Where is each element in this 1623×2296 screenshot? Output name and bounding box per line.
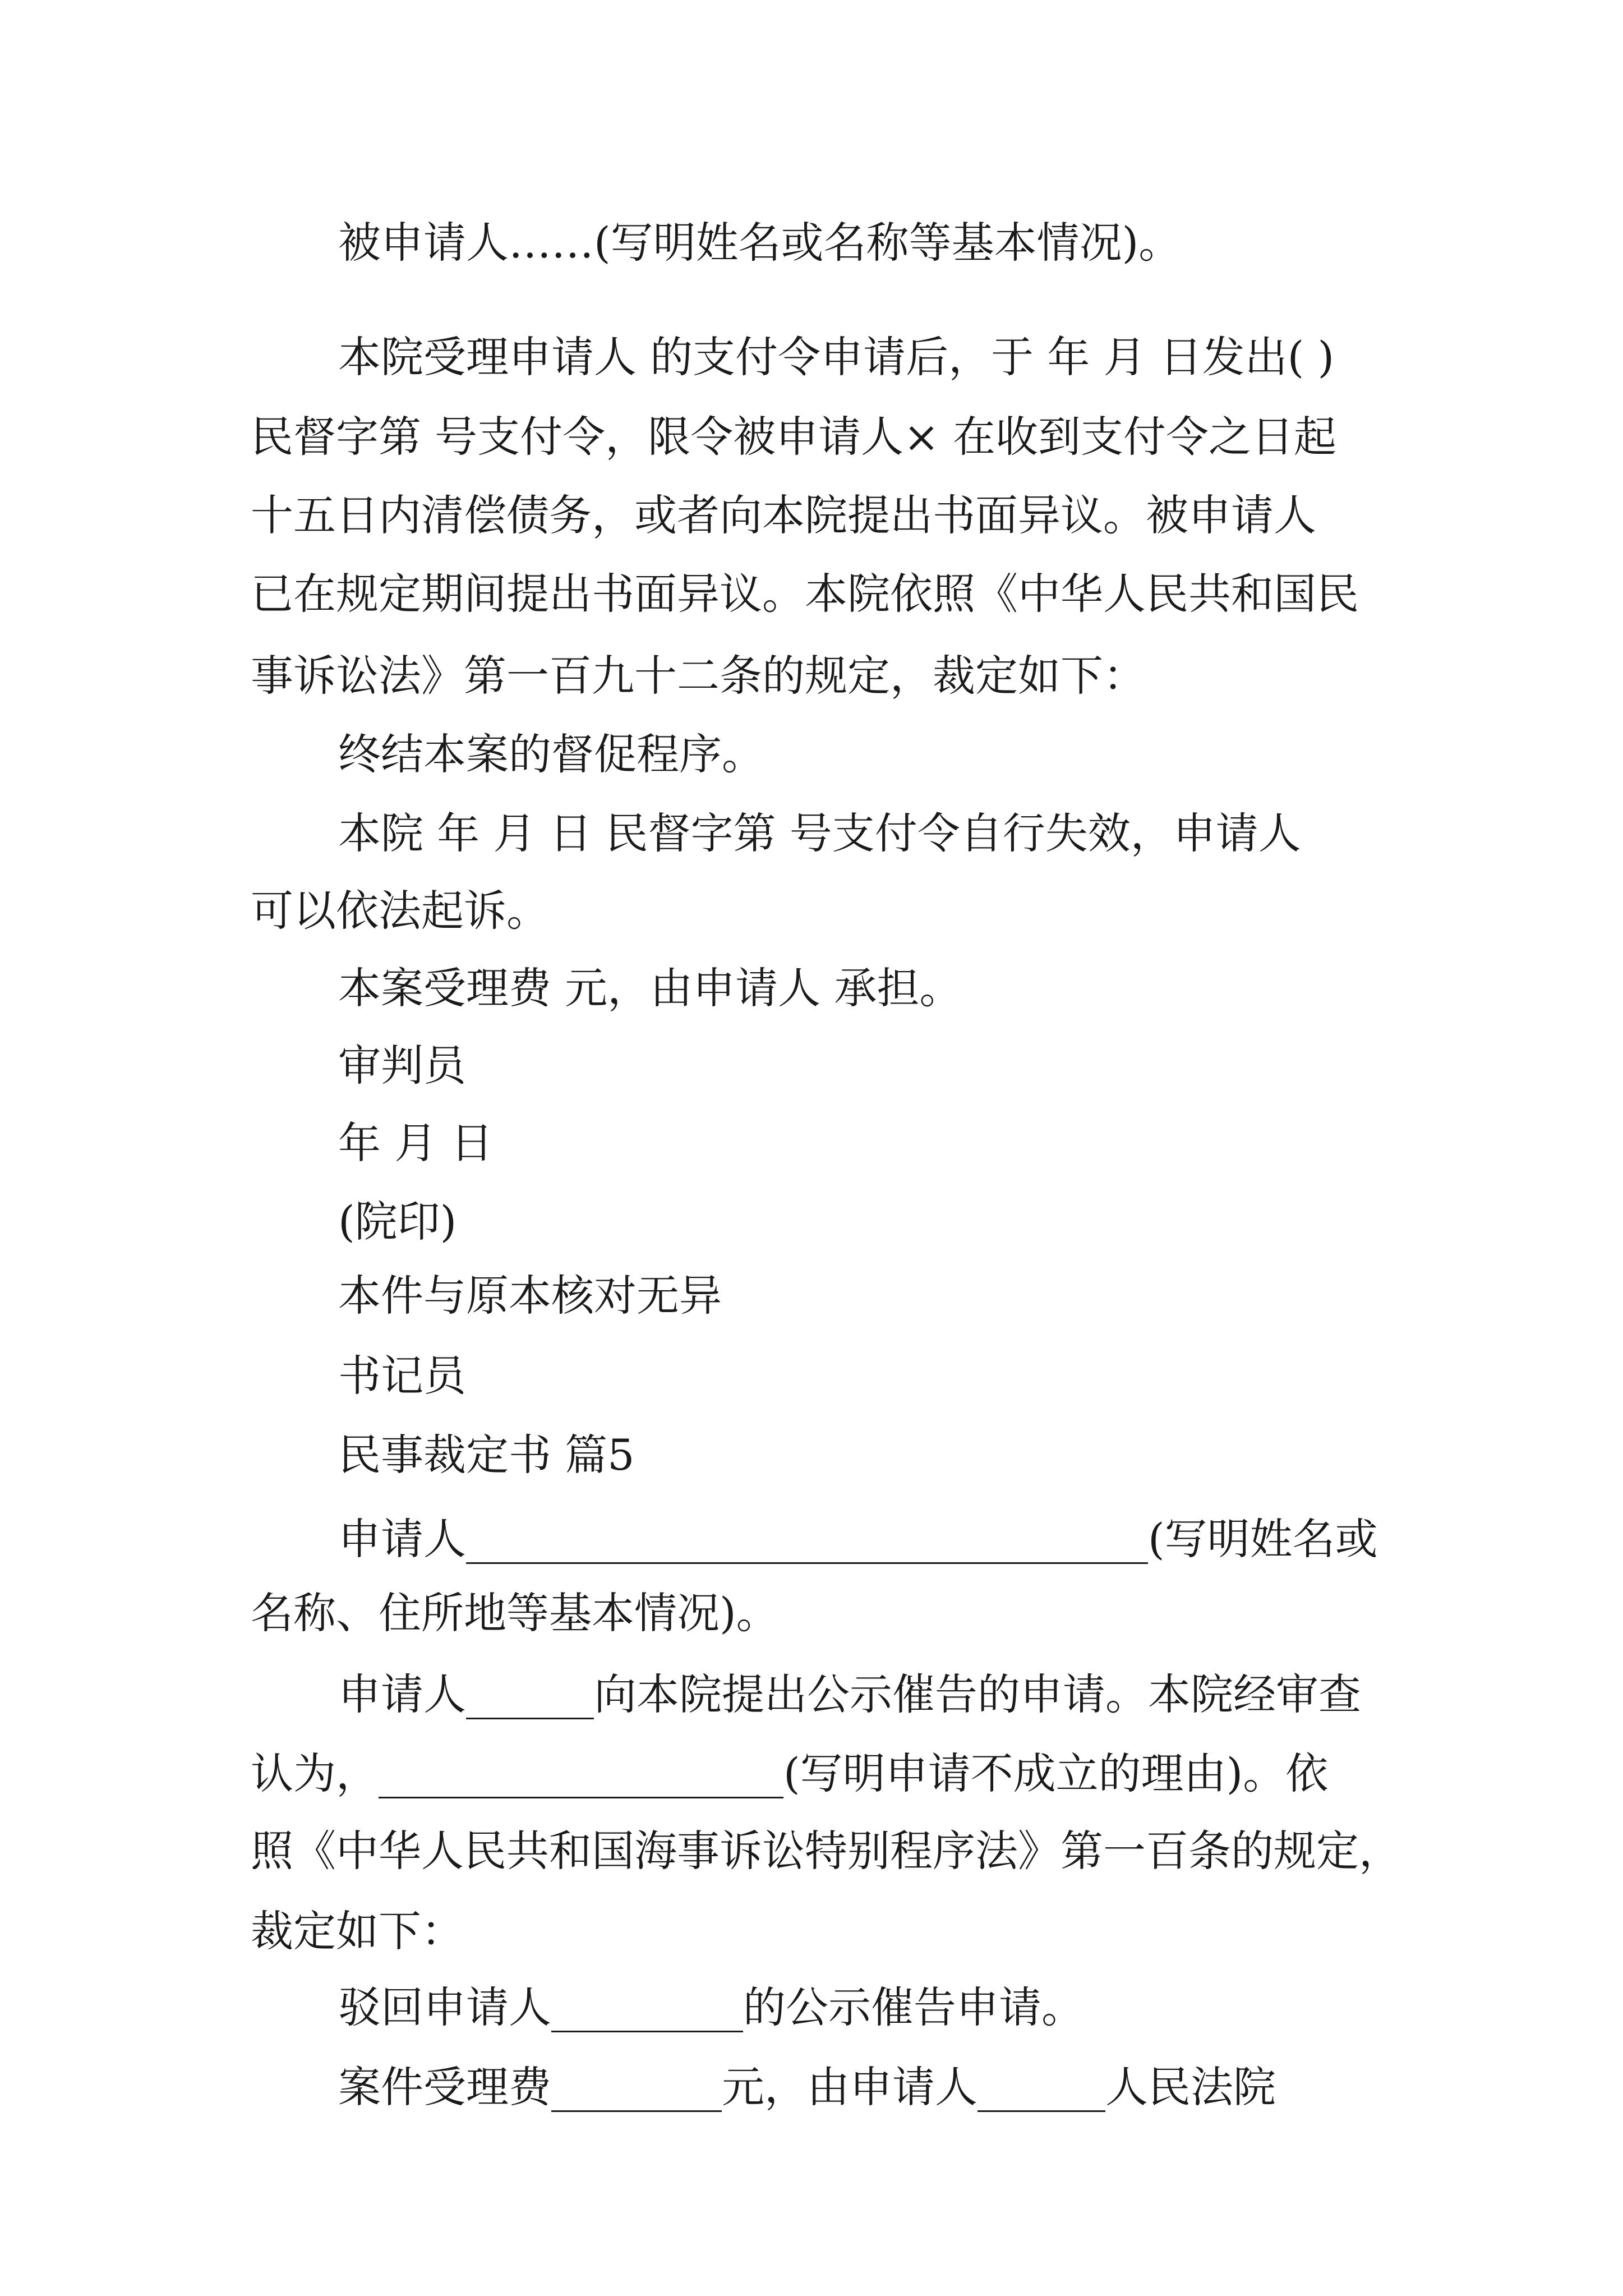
text-line-case-fee: 本案受理费 元，由申请人 承担。 [338,963,962,1013]
text-line-ruling-terminate: 终结本案的督促程序。 [338,729,764,779]
text-line-notice-2: 认为，___________________(写明申请不成立的理由)。依 [251,1749,1329,1798]
text-line-date: 年 月 日 [338,1118,494,1168]
text-line-court-seal: (院印) [338,1197,457,1246]
text-line-payment-order-1: 本院受理申请人 的支付令申请后，于 年 月 日发出( ) [338,332,1335,382]
text-line-reject: 驳回申请人_________的公示催告申请。 [338,1982,1084,2032]
text-line-applicant-1: 申请人________________________________(写明姓名或 [338,1514,1378,1564]
text-line-payment-order-3: 十五日内清偿债务，或者向本院提出书面异议。被申请人 [251,490,1316,540]
text-line-case-fee-court: 案件受理费________元，由申请人______人民法院 [338,2062,1276,2112]
section-heading: 民事裁定书 篇5 [338,1430,635,1480]
text-line-notice-3: 照《中华人民共和国海事诉讼特别程序法》第一百条的规定， [251,1826,1401,1876]
text-line-clerk: 书记员 [338,1351,466,1401]
text-line-notice-4: 裁定如下： [251,1906,464,1956]
text-line-applicant-2: 名称、住所地等基本情况)。 [251,1588,779,1638]
text-line-payment-order-4: 已在规定期间提出书面异议。本院依照《中华人民共和国民 [251,569,1359,619]
text-line-judge: 审判员 [338,1041,466,1091]
text-line-order-void-2: 可以依法起诉。 [251,886,549,936]
text-line-payment-order-2: 民督字第 号支付令，限令被申请人× 在收到支付令之日起 [251,412,1336,462]
text-line-verified: 本件与原本核对无异 [338,1271,722,1320]
text-line-notice-1: 申请人______向本院提出公示催告的申请。本院经审查 [338,1669,1361,1719]
text-line-order-void-1: 本院 年 月 日 民督字第 号支付令自行失效，申请人 [338,808,1301,858]
text-line-payment-order-5: 事诉讼法》第一百九十二条的规定，裁定如下： [251,651,1146,701]
text-line-defendant-info: 被申请人……(写明姓名或名称等基本情况)。 [338,218,1182,268]
